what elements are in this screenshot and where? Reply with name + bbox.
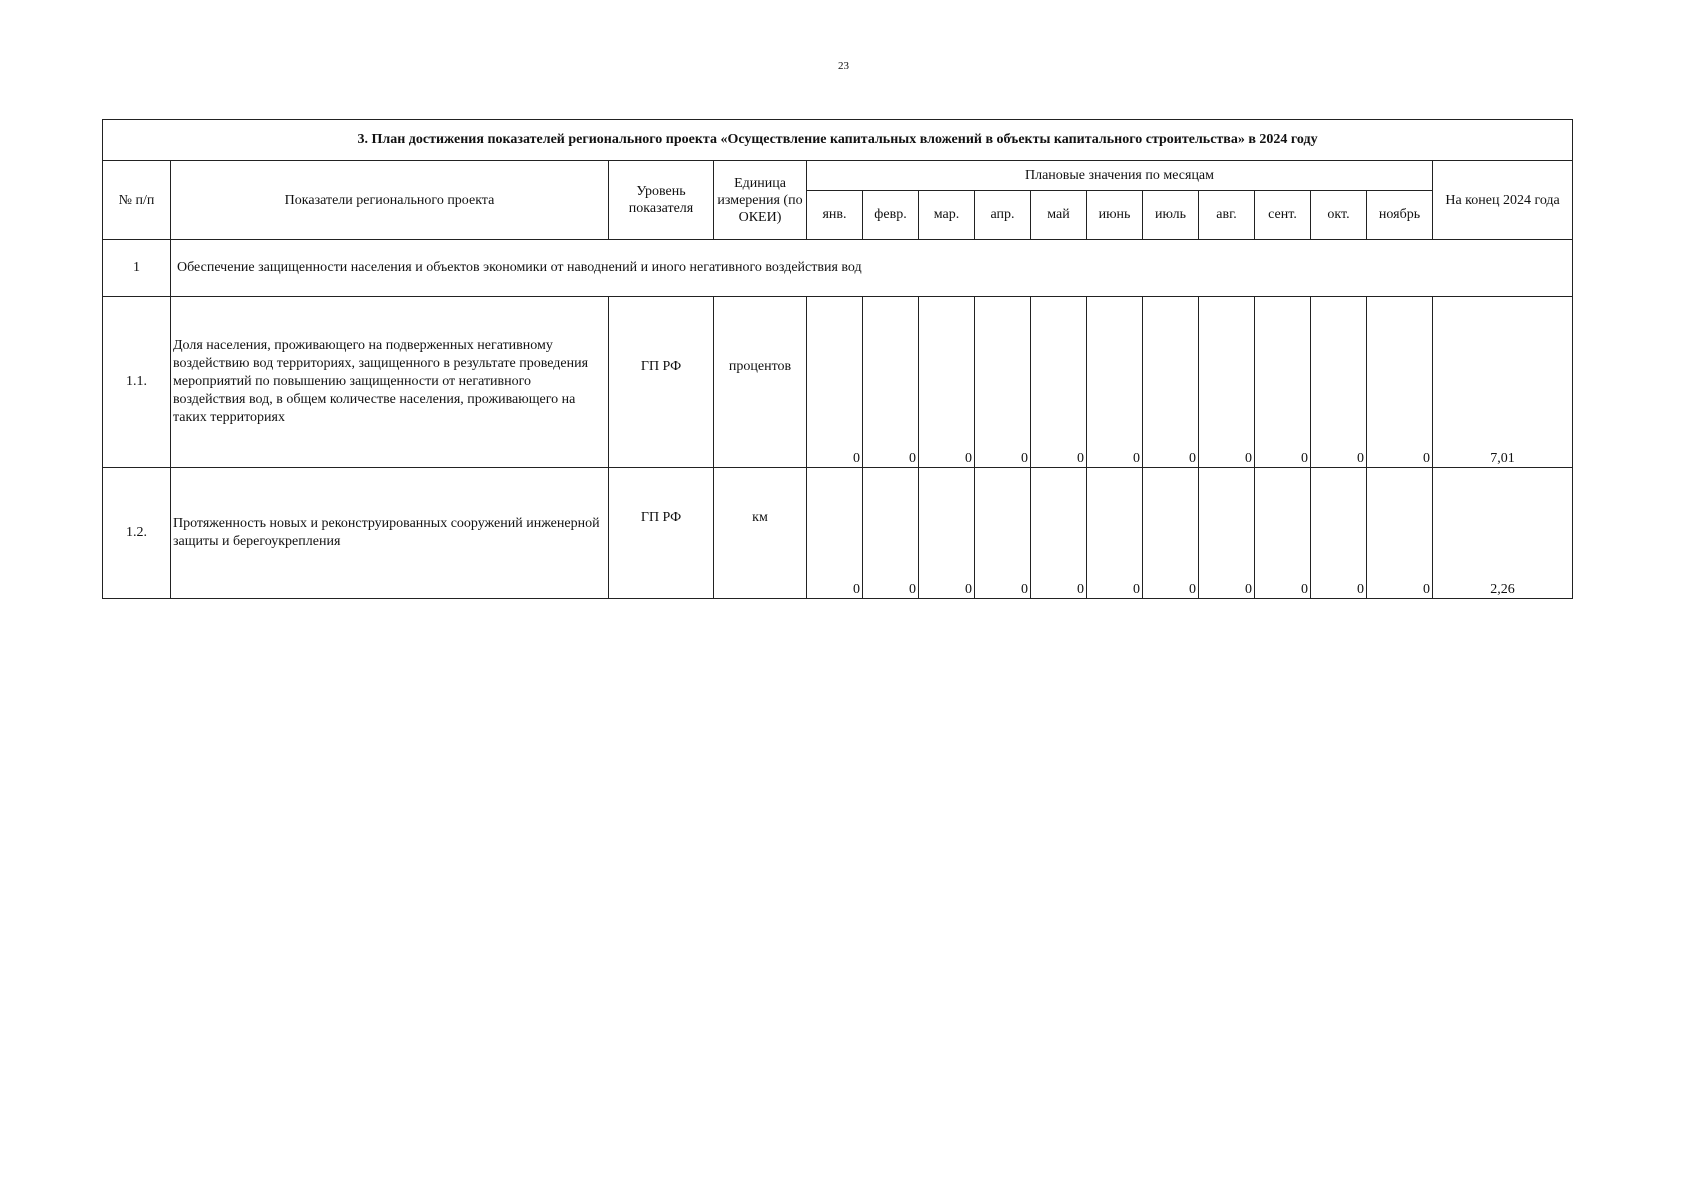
header-level: Уровень показателя (609, 161, 714, 240)
month-value: 0 (1143, 468, 1199, 599)
month-value: 0 (1031, 468, 1087, 599)
month-value: 0 (1031, 297, 1087, 468)
month-value: 0 (975, 468, 1031, 599)
month-value: 0 (1199, 468, 1255, 599)
row-num: 1.1. (103, 297, 171, 468)
month-header: мар. (919, 191, 975, 240)
month-header: февр. (863, 191, 919, 240)
section-num: 1 (103, 240, 171, 297)
month-header: окт. (1311, 191, 1367, 240)
month-value: 0 (807, 468, 863, 599)
table-title: 3. План достижения показателей регионального проекта «Осуществление капитальных вложений в объекты капитального строительства» в 2024 году (103, 120, 1573, 161)
month-header: июнь (1087, 191, 1143, 240)
row-unit: км (714, 468, 807, 599)
table-row (103, 468, 1573, 599)
month-value: 0 (1087, 297, 1143, 468)
month-value: 0 (1143, 297, 1199, 468)
month-value: 0 (1311, 468, 1367, 599)
month-header: май (1031, 191, 1087, 240)
month-value: 0 (919, 297, 975, 468)
month-value: 0 (1087, 468, 1143, 599)
month-header: янв. (807, 191, 863, 240)
header-num: № п/п (103, 161, 171, 240)
month-value: 0 (1311, 297, 1367, 468)
month-header: ноябрь (1367, 191, 1433, 240)
month-header: авг. (1199, 191, 1255, 240)
header-unit: Единица измерения (по ОКЕИ) (714, 161, 807, 240)
month-value: 0 (1255, 468, 1311, 599)
header-monthly: Плановые значения по месяцам (807, 161, 1433, 191)
month-value: 0 (807, 297, 863, 468)
month-value: 0 (863, 468, 919, 599)
row-num: 1.2. (103, 468, 171, 599)
month-header: июль (1143, 191, 1199, 240)
month-header: апр. (975, 191, 1031, 240)
row-name: Протяженность новых и реконструированных сооружений инженерной защиты и берегоукрепления (171, 468, 609, 599)
month-value: 0 (1199, 297, 1255, 468)
row-level: ГП РФ (609, 297, 714, 468)
page-number: 23 (838, 60, 849, 72)
month-value: 0 (919, 468, 975, 599)
plan-table (102, 119, 1573, 599)
row-level: ГП РФ (609, 468, 714, 599)
row-unit: процентов (714, 297, 807, 468)
month-value: 0 (1367, 297, 1433, 468)
month-value: 0 (1367, 468, 1433, 599)
month-header: сент. (1255, 191, 1311, 240)
row-name: Доля населения, проживающего на подверженных негативному воздействию вод территориях, защищенного в результате проведения мероприятий по повышению защищенности от негативного воздействия вод, в общем количестве населения, проживающего на таких территориях (171, 297, 609, 468)
header-indicators: Показатели регионального проекта (171, 161, 609, 240)
month-value: 0 (975, 297, 1031, 468)
month-value: 0 (1255, 297, 1311, 468)
end-of-year-value: 7,01 (1433, 297, 1573, 468)
table-row (103, 297, 1573, 468)
header-end-of-year: На конец 2024 года (1433, 161, 1573, 240)
end-of-year-value: 2,26 (1433, 468, 1573, 599)
section-title: Обеспечение защищенности населения и объектов экономики от наводнений и иного негативного воздействия вод (171, 240, 1573, 297)
month-value: 0 (863, 297, 919, 468)
